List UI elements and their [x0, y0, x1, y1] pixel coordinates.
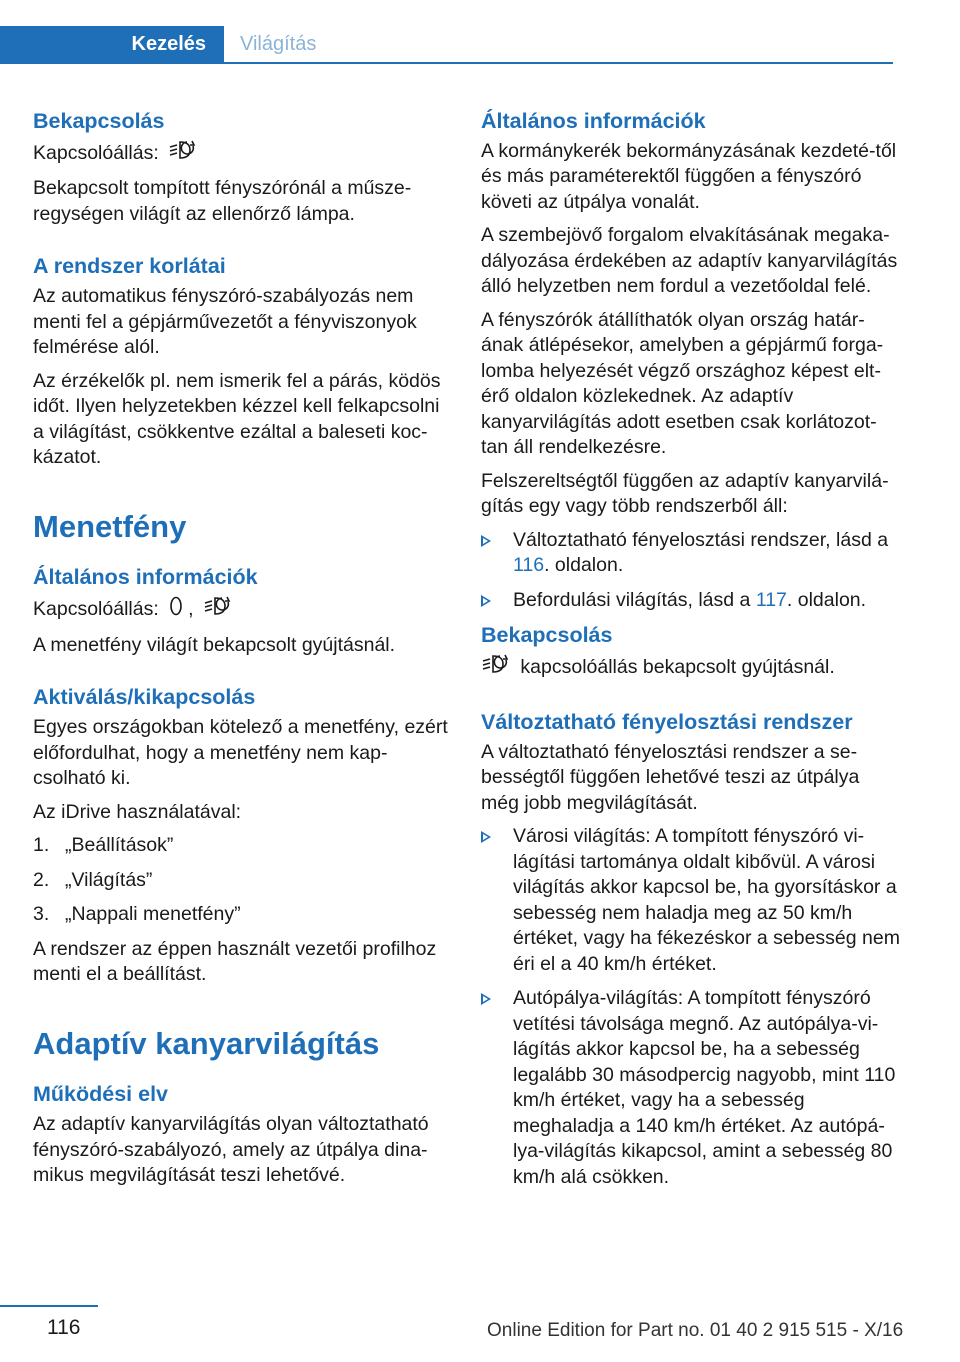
list-item	[33, 833, 453, 859]
list-item	[33, 868, 453, 894]
auto-headlight-icon	[168, 139, 198, 169]
header-bar	[0, 26, 893, 64]
list-text: . oldalon.	[544, 554, 624, 577]
section-heading-bekapcsolas: Bekapcsolás	[481, 623, 613, 648]
paragraph: A szembejövő forgalom elvakításának megaka-dályozása érdekében az adaptív kanyarvilágítás álló helyzetben nem fordul a vezetőoldal felé.	[481, 224, 898, 298]
triangle-bullet-icon	[481, 595, 491, 607]
list-text: Befordulási világítás, lásd a	[513, 588, 756, 611]
chapter-heading-menetfeny: Menetfény	[33, 508, 187, 544]
step-number: 3.	[33, 903, 50, 926]
step-text: „Nappali menetfény”	[65, 903, 241, 926]
section-heading-altalanos: Általános információk	[33, 565, 258, 590]
paragraph: Felszereltségtől függően az adaptív kanyarvilá-gítás egy vagy több rendszerből áll:	[481, 469, 889, 518]
auto-headlight-icon	[203, 595, 233, 625]
triangle-bullet-icon	[481, 993, 491, 1005]
footer-rule	[0, 1305, 98, 1307]
list-text: Változtatható fényelosztási rendszer, lásd a	[513, 528, 889, 551]
switch-position-label: Kapcsolóállás:	[33, 598, 159, 621]
chapter-tab[interactable]: Kezelés	[0, 26, 224, 62]
paragraph: Az automatikus fényszóró-szabályozás nem menti fel a gépjárművezetőt a fényviszonyok felmérése alól.	[33, 285, 417, 359]
switch-position-line	[33, 139, 453, 169]
paragraph: Az iDrive használatával:	[33, 800, 242, 823]
list-text: Városi világítás: A tompított fényszóró vi-lágítási tartománya oldalt kibővül. A városi világítás akkor kapcsol be, ha gyorsításkor a sebesség nem haladja meg az 50 km/h értéket, vagy ha fékezéskor a sebesség nem éri el a 40 km/h értéket.	[513, 825, 900, 975]
triangle-bullet-icon	[481, 831, 491, 843]
section-heading-mukodesi-elv: Működési elv	[33, 1082, 169, 1107]
systems-list	[481, 528, 901, 614]
section-heading-aktivalas: Aktiválás/kikapcsolás	[33, 685, 256, 710]
page-link[interactable]: 116	[513, 554, 545, 577]
chapter-heading-adaptiv: Adaptív kanyarvilágítás	[33, 1025, 380, 1061]
step-text: „Beállítások”	[65, 834, 174, 857]
auto-headlight-icon	[481, 653, 511, 683]
light-switch-off-icon	[168, 595, 184, 625]
paragraph: Az érzékelők pl. nem ismerik fel a párás, ködös időt. Ilyen helyzetekben kézzel kell felkapcsolni a világítást, csökkentve ezáltal a baleseti koc-kázatot.	[33, 369, 441, 469]
paragraph: A változtatható fényelosztási rendszer a se-bességtől függően lehetővé teszi az útpálya még jobb megvilágítását.	[481, 740, 860, 814]
step-number: 1.	[33, 834, 50, 857]
step-number: 2.	[33, 868, 50, 891]
page-link[interactable]: 117	[755, 588, 787, 611]
switch-position-line	[481, 653, 901, 683]
paragraph-text: kapcsolóállás bekapcsolt gyújtásnál.	[520, 656, 835, 679]
separator: ,	[188, 598, 194, 621]
list-text: Autópálya-világítás: A tompított fényszóró vetítési távolsága megnő. Az autópálya-vi-lágítás akkor kapcsol be, ha a sebesség legalább 30 másodpercig nagyobb, mint 110 km/h értéket, vagy ha a sebesség meghaladja a 140 km/h értéket. Az autópá-lya-világítás kikapcsol, amint a sebesség 80 km/h alá csökken.	[513, 987, 896, 1188]
paragraph: Az adaptív kanyarvilágítás olyan változtatható fényszóró-szabályozó, amely az útpálya dina-mikus megvilágítását teszi lehetővé.	[33, 1113, 429, 1187]
section-tab[interactable]: Világítás	[240, 32, 317, 55]
list-item	[481, 824, 901, 977]
triangle-bullet-icon	[481, 535, 491, 547]
steps-list	[33, 833, 453, 928]
list-item	[481, 528, 901, 579]
paragraph: Bekapcsolt tompított fényszórónál a műsze-regységen világít az ellenőrző lámpa.	[33, 177, 412, 225]
list-item	[33, 902, 453, 928]
section-heading-bekapcsolas: Bekapcsolás	[33, 109, 165, 133]
switch-position-label: Kapcsolóállás:	[33, 141, 159, 164]
paragraph: A rendszer az éppen használt vezetői profilhoz menti el a beállítást.	[33, 937, 437, 986]
section-heading-altalanos: Általános információk	[481, 109, 706, 133]
paragraph: A kormánykerék bekormányzásának kezdeté-től és más paraméterektől függően a fényszóró követi az útpálya vonalát.	[481, 139, 897, 213]
section-heading-korlatai: A rendszer korlátai	[33, 254, 226, 279]
paragraph: Egyes országokban kötelező a menetfény, ezért előfordulhat, hogy a menetfény nem kap-csolható ki.	[33, 716, 448, 790]
right-column	[481, 100, 901, 1199]
switch-position-line	[33, 595, 453, 625]
paragraph: A menetfény világít bekapcsolt gyújtásnál.	[33, 633, 396, 656]
section-heading-fenyelosztasi: Változtatható fényelosztási rendszer	[481, 709, 853, 734]
list-text: . oldalon.	[786, 588, 867, 611]
step-text: „Világítás”	[65, 868, 153, 891]
paragraph: A fényszórók átállíthatók olyan ország határ-ának átlépésekor, amelyben a gépjármű forga-lomba helyezését végző országhoz képest elt-érő oldalon közlekednek. Az adaptív kanyarvilágítás adott esetben csak korlátozot-tan áll rendelkezésre.	[481, 308, 884, 459]
list-item	[481, 986, 901, 1190]
edition-text: Online Edition for Part no. 01 40 2 915 515 - X/16	[487, 1320, 904, 1341]
list-item	[481, 588, 901, 614]
page-number: 116	[47, 1316, 81, 1339]
left-column	[33, 100, 453, 1197]
modes-list	[481, 824, 901, 1190]
